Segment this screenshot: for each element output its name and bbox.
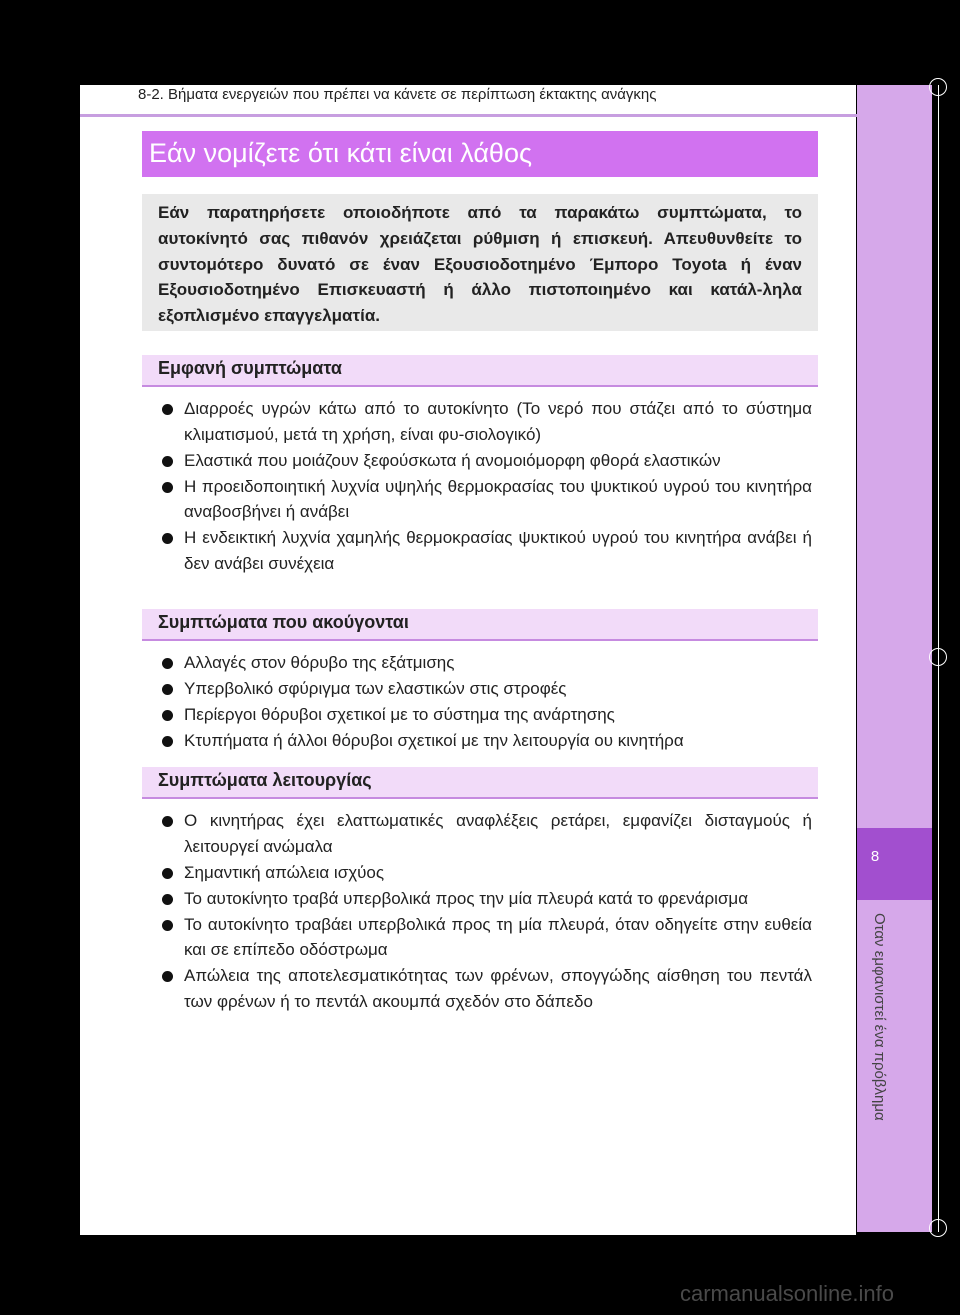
- list-item: Ελαστικά που μοιάζουν ξεφούσκωτα ή ανομοιόμορφη φθορά ελαστικών: [142, 448, 818, 474]
- list-item: Η ενδεικτική λυχνία χαμηλής θερμοκρασίας ψυκτικού υγρού του κινητήρα ανάβει ή δεν ανάβει συνέχεια: [142, 525, 818, 576]
- list-item: Το αυτοκίνητο τραβάει υπερβολικά προς τη μία πλευρά, όταν οδηγείτε στην ευθεία και σε επίπεδο οδόστρωμα: [142, 912, 818, 963]
- bullet-icon: [162, 920, 173, 931]
- section-heading-text: Συμπτώματα που ακούγονται: [158, 612, 409, 632]
- list-item: Υπερβολικό σφύριγμα των ελαστικών στις στροφές: [142, 676, 818, 702]
- section-heading-visible-symptoms: [142, 355, 818, 387]
- bullet-icon: [162, 971, 173, 982]
- bullet-icon: [162, 816, 173, 827]
- bullet-icon: [162, 533, 173, 544]
- list-item: Περίεργοι θόρυβοι σχετικοί με το σύστημα της ανάρτησης: [142, 702, 818, 728]
- chapter-number: 8: [870, 848, 880, 865]
- visible-symptoms-list: [142, 396, 818, 577]
- list-item: Κτυπήματα ή άλλοι θόρυβοι σχετικοί με την λειτουργία ου κινητήρα: [142, 728, 818, 754]
- bullet-icon: [162, 456, 173, 467]
- audible-symptoms-list: [142, 650, 818, 754]
- list-item: Το αυτοκίνητο τραβά υπερβολικά προς την μία πλευρά κατά το φρενάρισμα: [142, 886, 818, 912]
- bullet-icon: [162, 736, 173, 747]
- list-item: Η προειδοποιητική λυχνία υψηλής θερμοκρασίας του ψυκτικού υγρού του κινητήρα αναβοσβήνει ή ανάβει: [142, 474, 818, 525]
- bullet-icon: [162, 658, 173, 669]
- section-heading-text: Συμπτώματα λειτουργίας: [158, 770, 372, 790]
- operational-symptoms-list: [142, 808, 818, 1015]
- bullet-icon: [162, 894, 173, 905]
- registration-mark-icon: [929, 1219, 947, 1237]
- list-item: Διαρροές υγρών κάτω από το αυτοκίνητο (Το νερό που στάζει από το σύστημα κλιματισμού, μετά τη χρήση, είναι φυ-σιολογικό): [142, 396, 818, 447]
- running-header: 8-2. Βήματα ενεργειών που πρέπει να κάνετε σε περίπτωση έκτακτης ανάγκης: [138, 86, 657, 103]
- section-heading-audible-symptoms: [142, 609, 818, 641]
- registration-mark-icon: [929, 78, 947, 96]
- watermark: carmanualsonline.info: [680, 1281, 895, 1306]
- section-heading-operational-symptoms: [142, 767, 818, 799]
- list-item: Σημαντική απώλεια ισχύος: [142, 860, 818, 886]
- bullet-icon: [162, 710, 173, 721]
- list-item: Απώλεια της αποτελεσματικότητας των φρένων, σπογγώδης αίσθηση του πεντάλ των φρένων ή το πεντάλ ακουμπά σχεδόν στο δάπεδο: [142, 963, 818, 1014]
- list-item: Ο κινητήρας έχει ελαττωματικές αναφλέξεις ρετάρει, εμφανίζει δισταγμούς ή λειτουργεί ανώμαλα: [142, 808, 818, 859]
- page-title: Εάν νομίζετε ότι κάτι είναι λάθος: [149, 138, 532, 168]
- bullet-icon: [162, 868, 173, 879]
- list-item: Αλλαγές στον θόρυβο της εξάτμισης: [142, 650, 818, 676]
- bullet-icon: [162, 684, 173, 695]
- header-rule: [80, 114, 932, 117]
- registration-mark-icon: [929, 648, 947, 666]
- section-heading-text: Εμφανή συμπτώματα: [158, 358, 342, 378]
- chapter-title-vertical: Οταν εμφανιστεί ένα πρόβλημα: [871, 913, 888, 1121]
- bullet-icon: [162, 404, 173, 415]
- bullet-icon: [162, 482, 173, 493]
- intro-paragraph: Εάν παρατηρήσετε οποιοδήποτε από τα παρακάτω συμπτώματα, το αυτοκίνητό σας πιθανόν χρειάζεται ρύθμιση ή επισκευή. Απευθυνθείτε το συντομότερο δυνατό σε έναν Εξουσιοδοτημένο Έμπορο Toyota ή έναν Εξουσιοδοτημένο Επισκευαστή ή άλλο πιστοποιημένο και κατάλ-ληλα εξοπλισμένο επαγγελματία.: [158, 203, 802, 326]
